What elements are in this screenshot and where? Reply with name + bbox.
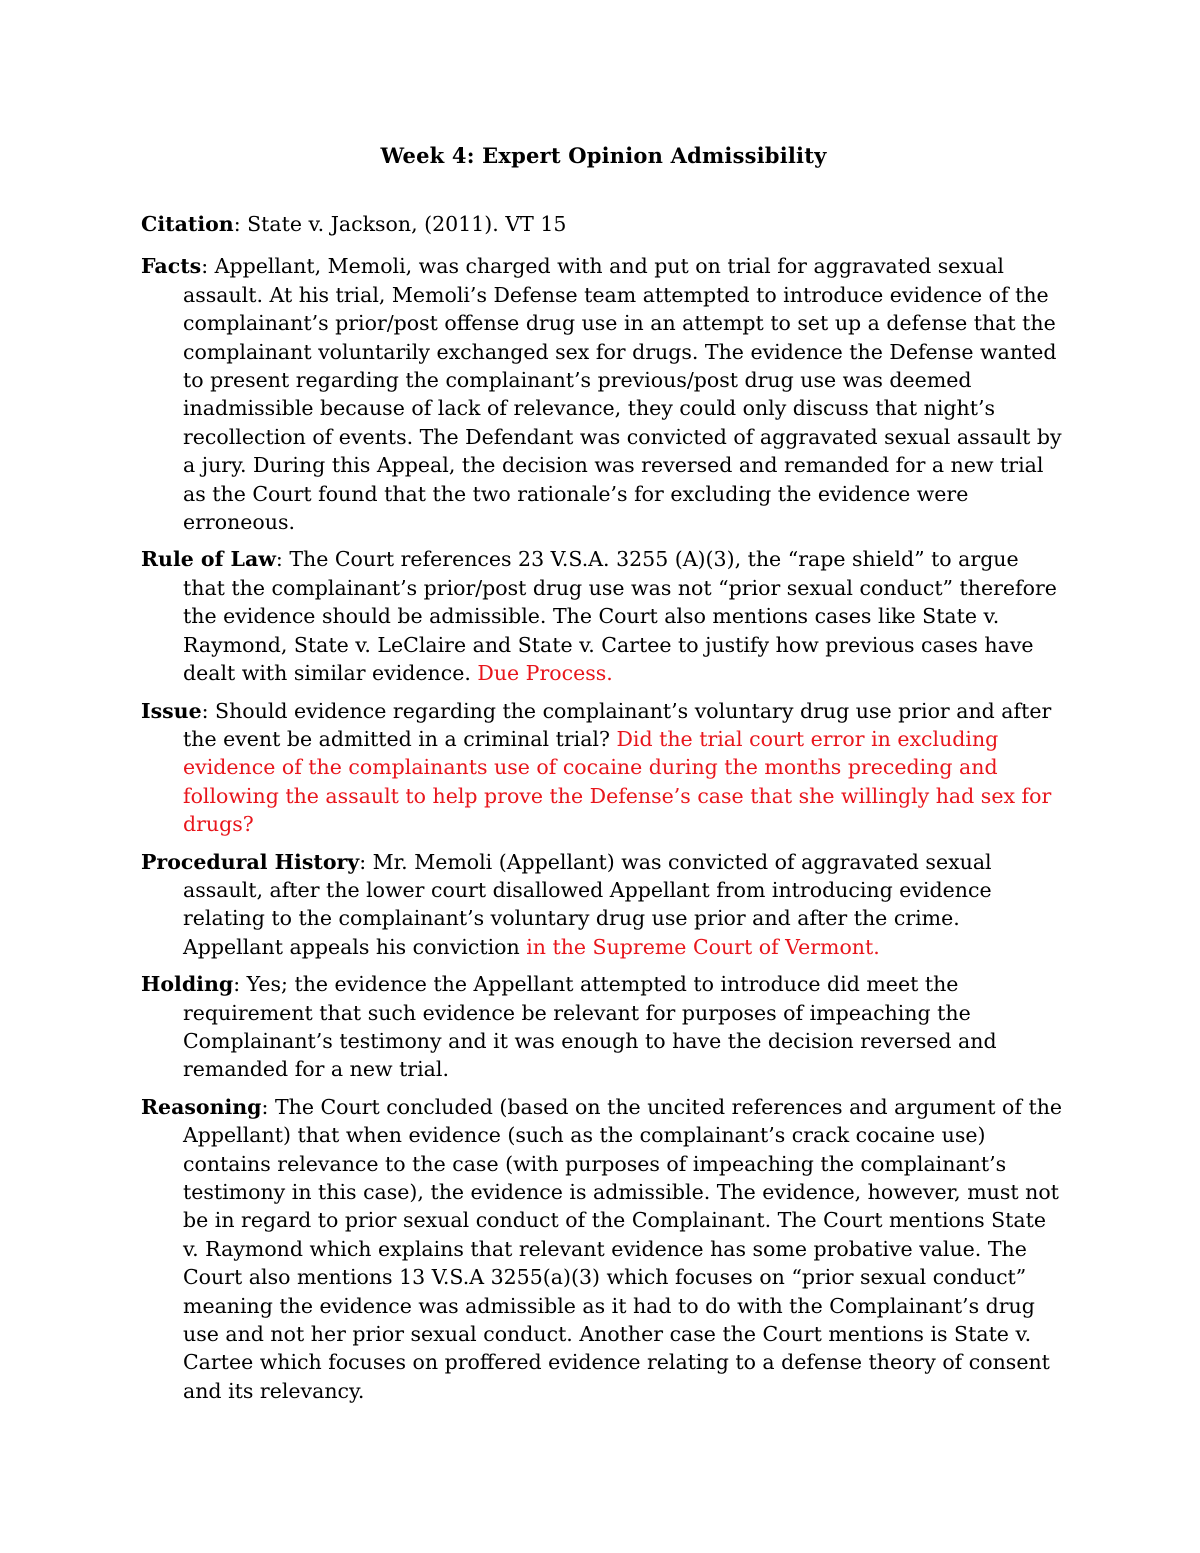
issue-highlight: Did the trial court error in excluding evidence of the complainants use of cocaine during the months preceding and following the assault to help prove the Defense’s case that she willingly had sex for drugs? <box>183 726 1052 837</box>
holding-label: Holding <box>141 972 234 997</box>
facts-text: : Appellant, Memoli, was charged with and put on trial for aggravated sexual assault. At his trial, Memoli’s Defense team attempted to introduce evidence of the complainant’s prior/post offense drug use in an attempt to set up a defense that the complainant voluntarily exchanged sex for drugs. The evidence the Defense wanted to present regarding the complainant’s previous/post drug use was deemed inadmissible because of lack of relevance, they could only discuss that night’s recollection of events. The Defendant was convicted of aggravated sexual assault by a jury. During this Appeal, the decision was reversed and remanded for a new trial as the Court found that the two rationale’s for excluding the evidence were erroneous. <box>183 254 1062 535</box>
rule-of-law-section <box>141 545 1066 687</box>
rule-of-law-text: : The Court references 23 V.S.A. 3255 (A)(3), the “rape shield” to argue that the complainant’s prior/post drug use was not “prior sexual conduct” therefore the evidence should be admissible. The Court also mentions cases like State v. Raymond, State v. LeClaire and State v. Cartee to justify how previous cases have dealt with similar evidence. <box>183 547 1057 686</box>
procedural-history-highlight: in the Supreme Court of Vermont. <box>526 934 880 959</box>
reasoning-section <box>141 1093 1066 1405</box>
holding-text: : Yes; the evidence the Appellant attempted to introduce did meet the requirement that such evidence be relevant for purposes of impeaching the Complainant’s testimony and it was enough to have the decision reversed and remanded for a new trial. <box>183 972 997 1082</box>
issue-section <box>141 697 1066 839</box>
reasoning-label: Reasoning <box>141 1094 262 1119</box>
facts-section <box>141 252 1066 536</box>
procedural-history-text: : Mr. Memoli (Appellant) was convicted of aggravated sexual assault, after the lower court disallowed Appellant from introducing evidence relating to the complainant’s voluntary drug use prior and after the crime. Appellant appeals his conviction <box>183 849 992 959</box>
facts-label: Facts <box>141 254 202 279</box>
page-title: Week 4: Expert Opinion Admissibility <box>380 143 827 168</box>
issue-label: Issue <box>141 698 202 723</box>
rule-of-law-highlight: Due Process. <box>477 661 613 686</box>
issue-text: : Should evidence regarding the complainant’s voluntary drug use prior and after the event be admitted in a criminal trial? <box>183 698 1052 751</box>
citation-section <box>141 210 1066 238</box>
procedural-history-section <box>141 848 1066 962</box>
reasoning-text: : The Court concluded (based on the uncited references and argument of the Appellant) that when evidence (such as the complainant’s crack cocaine use) contains relevance to the case (with purposes of impeaching the complainant’s testimony in this case), the evidence is admissible. The evidence, however, must not be in regard to prior sexual conduct of the Complainant. The Court mentions State v. Raymond which explains that relevant evidence has some probative value. The Court also mentions 13 V.S.A 3255(a)(3) which focuses on “prior sexual conduct” meaning the evidence was admissible as it had to do with the Complainant’s drug use and not her prior sexual conduct. Another case the Court mentions is State v. Cartee which focuses on proffered evidence relating to a defense theory of consent and its relevancy. <box>183 1094 1063 1403</box>
rule-of-law-label: Rule of Law <box>141 547 276 572</box>
citation-label: Citation <box>141 212 234 236</box>
holding-section <box>141 970 1066 1084</box>
document-page <box>141 140 1066 1414</box>
procedural-history-label: Procedural History <box>141 849 360 874</box>
citation-text: : State v. Jackson, (2011). VT 15 <box>233 212 567 236</box>
